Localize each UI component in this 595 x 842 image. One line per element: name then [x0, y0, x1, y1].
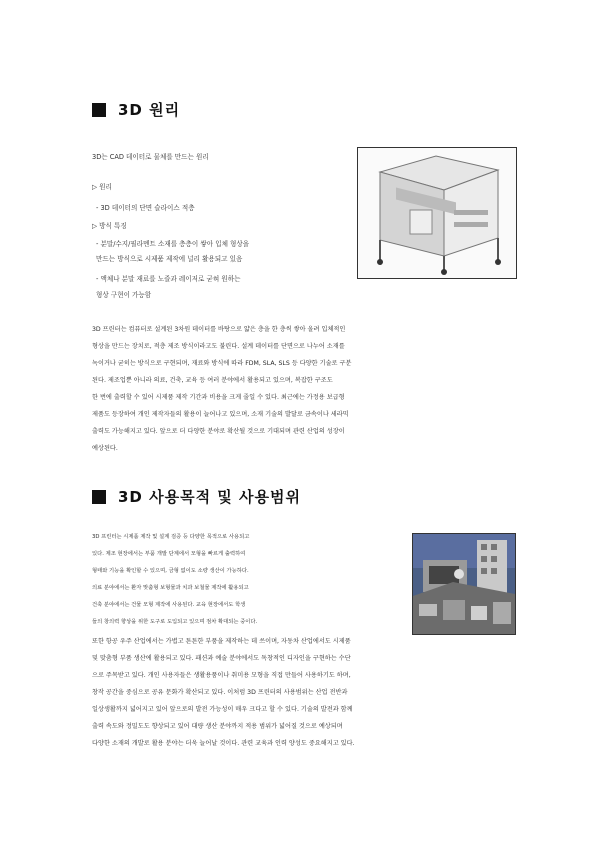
paragraph-line: 한 번에 출력할 수 있어 시제품 제작 기간과 비용을 크게 줄일 수 있다. 최근에는 가정용 보급형: [92, 394, 345, 401]
paragraph-line: 으로 주목받고 있다. 개인 사용자들은 생활용품이나 취미용 모형을 직접 만들어 사용하기도 하며,: [92, 672, 351, 679]
printer-image: [357, 147, 517, 279]
paragraph-line: 또한 항공 우주 산업에서는 가볍고 튼튼한 부품을 제작하는 데 쓰이며, 자동차 산업에서도 시제품: [92, 638, 351, 645]
paragraph-line: 다양한 소재의 개발로 활용 분야는 더욱 늘어날 것이다. 관련 교육과 인력 양성도 중요해지고 있다.: [92, 740, 355, 747]
paragraph-line: 창작 공간을 중심으로 공유 문화가 확산되고 있다. 이처럼 3D 프린터의 사용범위는 산업 전반과: [92, 689, 348, 696]
application-photo: [412, 533, 516, 635]
paragraph-line: 들의 창의력 향상을 위한 도구로 도입되고 있으며 점차 확대되는 중이다.: [92, 619, 258, 625]
section-2-heading: [92, 486, 301, 507]
bullet-square-icon: [92, 103, 106, 117]
paragraph-line: 형태와 기능을 확인할 수 있으며, 금형 없이도 소량 생산이 가능하다.: [92, 568, 249, 574]
section-1-heading: [92, 99, 180, 120]
list-item: 형상 구현이 가능함: [96, 291, 152, 299]
list-item: - 액체나 분말 재료를 노즐과 레이저로 굳혀 원하는: [96, 275, 241, 283]
paragraph-line: 출력도 가능해지고 있다. 앞으로 더 다양한 분야로 확산될 것으로 기대되며 관련 산업의 성장이: [92, 428, 345, 435]
list-item: ▷ 원리: [92, 183, 112, 191]
bullet-square-icon: [92, 490, 106, 504]
list-item: ▷ 방식 특징: [92, 222, 127, 230]
paragraph-line: 예상된다.: [92, 445, 118, 452]
paragraph-line: 3D 프린터는 시제품 제작 및 설계 검증 등 다양한 목적으로 사용되고: [92, 534, 250, 540]
list-item: 만드는 방식으로 시제품 제작에 널리 활용되고 있음: [96, 255, 243, 263]
paragraph-line: 제품도 등장하여 개인 제작자들의 활용이 늘어나고 있으며, 소재 기술의 발달로 금속이나 세라믹: [92, 411, 349, 418]
list-item: - 분말/수지/필라멘트 소재를 층층이 쌓아 입체 형상을: [96, 240, 250, 248]
paragraph-line: 된다. 제조업뿐 아니라 의료, 건축, 교육 등 여러 분야에서 활용되고 있으며, 복잡한 구조도: [92, 377, 333, 384]
paragraph-line: 의료 분야에서는 환자 맞춤형 보형물과 치과 보철물 제작에 활용되고: [92, 585, 249, 591]
paragraph-line: 3D 프린터는 컴퓨터로 설계된 3차원 데이터를 바탕으로 얇은 층을 한 층씩 쌓아 올려 입체적인: [92, 326, 346, 333]
paragraph-line: 녹이거나 굳히는 방식으로 구현되며, 재료와 방식에 따라 FDM, SLA, SLS 등 다양한 기술로 구분: [92, 360, 352, 367]
paragraph-line: 및 맞춤형 부품 생산에 활용되고 있다. 패션과 예술 분야에서도 독창적인 디자인을 구현하는 수단: [92, 655, 351, 662]
paragraph-line: 일상생활까지 넓어지고 있어 앞으로의 발전 가능성이 매우 크다고 할 수 있다. 기술의 발전과 함께: [92, 706, 353, 713]
section-2-title: 3D 사용목적 및 사용범위: [118, 488, 301, 506]
paragraph-line: 형상을 만드는 장치로, 적층 제조 방식이라고도 불린다. 설계 데이터를 단면으로 나누어 소재를: [92, 343, 345, 350]
list-item: - 3D 데이터의 단면 슬라이스 적층: [96, 204, 195, 212]
paragraph-line: 출력 속도와 정밀도도 향상되고 있어 대량 생산 분야까지 적용 범위가 넓어질 것으로 예상되며: [92, 723, 343, 730]
paragraph-line: 건축 분야에서는 건물 모형 제작에 사용된다. 교육 현장에서도 학생: [92, 602, 246, 608]
paragraph-line: 있다. 제조 현장에서는 부품 개발 단계에서 모형을 빠르게 출력하여: [92, 551, 246, 557]
section-1-title: 3D 원리: [118, 101, 181, 119]
section-1-intro: 3D는 CAD 데이터로 물체를 만드는 원리: [92, 153, 209, 161]
